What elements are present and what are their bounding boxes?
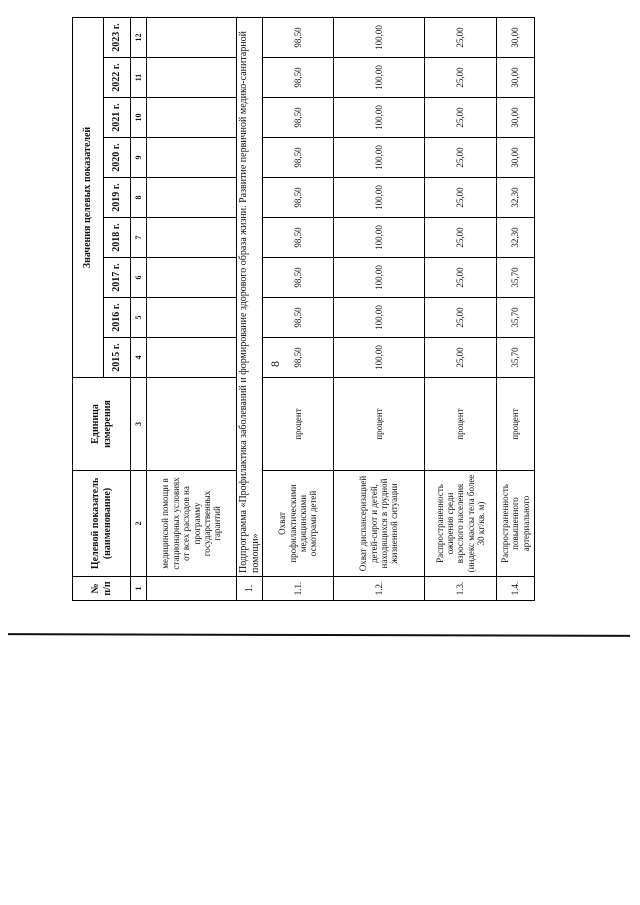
year-header: 2021 г. (104, 98, 131, 138)
header-unit: Единица измерения (73, 378, 131, 471)
year-header: 2017 г. (104, 258, 131, 298)
horizontal-rule (8, 633, 630, 637)
row-value: 35,70 (497, 258, 535, 298)
row-value: 100,00 (334, 98, 425, 138)
column-index: 5 (131, 298, 147, 338)
row-value: 25,00 (425, 338, 497, 378)
column-index: 6 (131, 258, 147, 298)
row-value: 25,00 (425, 258, 497, 298)
row-value: 35,70 (497, 298, 535, 338)
header-num: № п/п (73, 577, 131, 601)
column-index-row (131, 17, 147, 600)
continuation-name: медицинской помощи в стационарных условиях от всех расходов на программу государственных гарантий (147, 471, 237, 577)
column-index: 11 (131, 58, 147, 98)
row-value: 25,00 (425, 298, 497, 338)
row-value: 30,00 (497, 17, 535, 57)
row-value: 98,50 (263, 258, 334, 298)
row-value: 100,00 (334, 138, 425, 178)
row-value: 100,00 (334, 258, 425, 298)
year-header: 2018 г. (104, 218, 131, 258)
row-value: 98,50 (263, 138, 334, 178)
header-row-1 (73, 17, 104, 600)
row-value: 100,00 (334, 218, 425, 258)
row-num: 1.1. (263, 577, 334, 601)
row-name: Распространенность ожирения среди взрослого населения (индекс массы тела более 30 кг/кв. м) (425, 471, 497, 577)
row-value: 100,00 (334, 178, 425, 218)
row-value: 30,00 (497, 98, 535, 138)
row-value: 98,50 (263, 218, 334, 258)
continuation-num (147, 577, 237, 601)
year-header: 2023 г. (104, 17, 131, 57)
rotated-content (72, 18, 531, 601)
header-name: Целевой показатель (наименование) (73, 471, 131, 577)
row-unit: процент (497, 378, 535, 471)
target-indicators-table (72, 17, 535, 601)
continuation-row (147, 17, 237, 600)
row-name: Охват диспансеризацией детей-сирот и детей, находящихся в трудной жизненной ситуации (334, 471, 425, 577)
row-num: 1.4. (497, 577, 535, 601)
row-value: 100,00 (334, 58, 425, 98)
page-number: 8 (268, 361, 282, 367)
column-index: 8 (131, 178, 147, 218)
year-header: 2015 г. (104, 338, 131, 378)
row-value: 98,50 (263, 98, 334, 138)
row-value: 30,00 (497, 58, 535, 98)
table-row (497, 17, 535, 600)
column-index: 9 (131, 138, 147, 178)
column-index: 1 (131, 577, 147, 601)
row-value: 25,00 (425, 138, 497, 178)
header-values: Значения целевых показателей (73, 17, 104, 377)
row-value: 100,00 (334, 17, 425, 57)
row-value: 25,00 (425, 98, 497, 138)
column-index: 7 (131, 218, 147, 258)
row-value: 98,50 (263, 298, 334, 338)
row-value: 25,00 (425, 58, 497, 98)
row-num: 1.3. (425, 577, 497, 601)
row-name: Распространенность повышенного артериального (497, 471, 535, 577)
column-index: 2 (131, 471, 147, 577)
table-row (263, 17, 334, 600)
year-header: 2016 г. (104, 298, 131, 338)
row-unit: процент (425, 378, 497, 471)
year-header: 2020 г. (104, 138, 131, 178)
column-index: 4 (131, 338, 147, 378)
row-value: 98,50 (263, 178, 334, 218)
row-unit: процент (334, 378, 425, 471)
column-index: 12 (131, 17, 147, 57)
column-index: 3 (131, 378, 147, 471)
year-header: 2022 г. (104, 58, 131, 98)
subprogram-row (237, 17, 263, 600)
table-row (334, 17, 425, 600)
table-row (425, 17, 497, 600)
row-value: 32,30 (497, 218, 535, 258)
row-name: Охват профилактическими медицинскими осмотрами детей (263, 471, 334, 577)
row-value: 25,00 (425, 178, 497, 218)
row-value: 35,70 (497, 338, 535, 378)
row-value: 98,50 (263, 17, 334, 57)
row-value: 100,00 (334, 298, 425, 338)
row-unit: процент (263, 378, 334, 471)
row-num: 1.2. (334, 577, 425, 601)
subprogram-num: 1. (237, 577, 263, 601)
row-value: 30,00 (497, 138, 535, 178)
row-value: 100,00 (334, 338, 425, 378)
row-value: 98,50 (263, 58, 334, 98)
subprogram-title: Подпрограмма «Профилактика заболеваний и формирование здорового образа жизни. Развитие первичной медико-санитарной помощи» (237, 17, 263, 576)
row-value: 98,50 (263, 338, 334, 378)
rotated-table-area (72, 18, 531, 601)
row-value: 25,00 (425, 218, 497, 258)
year-header: 2019 г. (104, 178, 131, 218)
row-value: 32,30 (497, 178, 535, 218)
column-index: 10 (131, 98, 147, 138)
row-value: 25,00 (425, 17, 497, 57)
